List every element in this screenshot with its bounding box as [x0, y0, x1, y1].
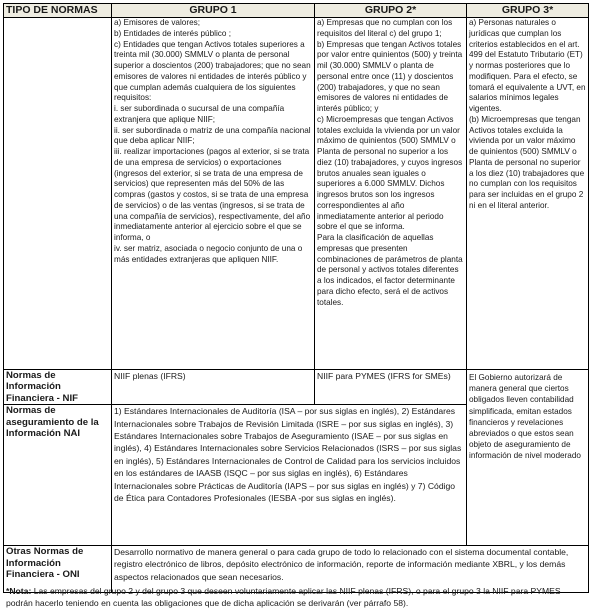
- oni-text: Desarrollo normativo de manera general o para cada grupo de todo lo relacionado con el sistema documental contable, registro electrónico de libros, depósito electrónico de información, reporte de información mediante XBRL, y los demás aspectos relacionados que sean necesarios.: [112, 546, 589, 593]
- footnote-label: *Nota:: [6, 586, 32, 596]
- header-grupo-2: GRUPO 2*: [315, 4, 467, 18]
- header-grupo-3: GRUPO 3*: [467, 4, 589, 18]
- grupo-3-nif-nai: El Gobierno autorizará de manera general que ciertos obligados lleven contabilidad simplificada, emitan estados financieros y revelaciones abreviados o que estos sean objeto de aseguramiento de información de nivel moderado: [467, 370, 589, 546]
- header-tipo-normas: TIPO DE NORMAS: [4, 4, 112, 18]
- grupo-1-item: c) Entidades que tengan Activos totales superiores a treinta mil (30.000) SMMLV o planta de personal superior a doscientos (200) trabajadores; que no sean emisores de valores ni entidades de interés público y que cumplan además cualquiera de los siguientes requisitos:: [114, 39, 311, 103]
- grupo-1-nif: NIIF plenas (IFRS): [112, 370, 315, 405]
- grupo-1-item: ii. ser subordinada o matriz de una compañía nacional que deba aplicar NIIF;: [114, 125, 311, 146]
- grupo-2-item: a) Empresas que no cumplan con los requisitos del literal c) del grupo 1;: [317, 18, 453, 38]
- nif-label: Normas de Información Financiera - NIF: [4, 370, 112, 405]
- footnote: [6, 585, 586, 609]
- grupo-2-criteria: [315, 18, 467, 370]
- grupo-2-item: Para la clasificación de aquellas empresas que presenten combinaciones de parámetros de planta de personal y activos totales diferentes a los indicados, el factor determinante para dicho efecto, será el de activos totales.: [317, 233, 463, 307]
- nif-row: [4, 370, 589, 405]
- criteria-row: [4, 18, 589, 370]
- grupo-2-item: c) Microempresas que tengan Activos totales excluida la vivienda por un valor máximo de quinientos (500) SMMLV o Planta de personal no superior a los diez (10) trabajadores, y cuyos ingresos brutos anuales sean iguales o superiores a 6.000 SMMLV. Dichos ingresos brutos son los ingresos correspondientes al año inmediatamente anterior al periodo sobre el que se informa.: [317, 114, 463, 232]
- grupo-1-item: i. ser subordinada o sucursal de una compañía extranjera que aplique NIIF;: [114, 104, 285, 124]
- nai-label: Normas de aseguramiento de la Información NAI: [4, 405, 112, 546]
- grupo-3-criteria: [467, 18, 589, 370]
- grupo-3-item: a) Personas naturales o jurídicas que cumplan los criterios establecidos en el art. 499 del Estatuto Tributario (ET) y normas posteriores que lo modifiquen. Para el efecto, se tomará el equivalente a UVT, en salarios mínimos legales vigentes.: [469, 18, 586, 113]
- grupo-3-item: (b) Microempresas que tengan Activos totales excluida la vivienda por un valor máximo de quinientos (500) SMMLV o Planta de personal no superior a los diez (10) trabajadores que no cumplan con los requisitos para ser incluidas en el grupo 2 ni en el literal anterior.: [469, 114, 585, 210]
- grupo-2-item: b) Empresas que tengan Activos totales por valor entre quinientos (500) y treinta mil (30.000) SMMLV o planta de personal entre once (11) y doscientos (200) trabajadores, y que no sean emisores de valores ni entidades de interés público; y: [317, 39, 463, 113]
- criteria-label: [4, 18, 112, 370]
- grupo-1-item: b) Entidades de interés público ;: [114, 28, 231, 38]
- grupo-1-item: iii. realizar importaciones (pagos al exterior, si se trata de una empresa de servicios) o exportaciones (ingresos del exterior, si se trata de una empresa de servicios) que representen más del 50% de las compras (gastos y costos, si se trata de una empresa de servicios) o de las ventas (ingresos, si se trata de una compañía de servicios), respectivamente, del año inmediatamente anterior al ejercicio sobre el que se informa, o: [114, 147, 311, 242]
- grupo-1-item: a) Emisores de valores;: [114, 18, 201, 27]
- oni-label: Otras Normas de Información Financiera - ONI: [4, 546, 112, 593]
- header-row: [4, 4, 589, 18]
- grupo-1-criteria: [112, 18, 315, 370]
- header-grupo-1: GRUPO 1: [112, 4, 315, 18]
- grupo-2-nif: NIIF para PYMES (IFRS for SMEs): [315, 370, 467, 405]
- norms-table: [3, 3, 589, 593]
- footnote-text: Las empresas del grupo 2 y del grupo 3 que deseen voluntariamente aplicar las NIIF plenas (IFRS), o para el grupo 3 la NIIF para PYMES podrán hacerlo teniendo en cuenta las obligaciones que de dicha aplicación se derivarán (ver párrafo 58).: [6, 586, 561, 608]
- grupo-1-item: iv. ser matriz, asociada o negocio conjunto de una o más entidades extranjeras que apliquen NIIF.: [114, 243, 303, 264]
- nai-standards: 1) Estándares Internacionales de Auditoría (ISA – por sus siglas en inglés), 2) Estándares Internacionales sobre Trabajos de Revisión Limitada (ISRE – por sus siglas en inglés), 3) Estándares Internacionales sobre Trabajos de Aseguramiento (ISAE – por sus siglas en inglés), 4) Estándares Internacionales sobre Servicios Relacionados (ISRS – por sus siglas en inglés), 5) Estándares Internacionales de Control de Calidad para los servicios incluidos en los estándares de IAASB (ISQC – por sus siglas en inglés), 6) Estándares Internacionales sobre Prácticas de Auditoría (IAPS – por sus siglas en inglés) y 7) Código de Ética para Contadores Profesionales (IESBA -por sus siglas en inglés).: [112, 405, 467, 546]
